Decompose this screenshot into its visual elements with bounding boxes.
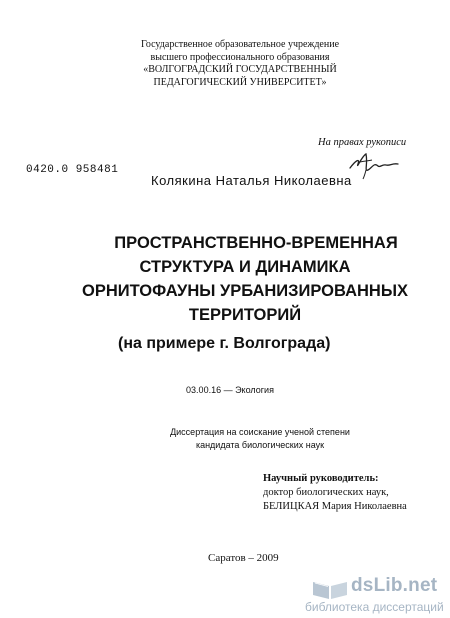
watermark-subtitle: библиотека диссертаций (305, 600, 444, 614)
dslib-watermark (303, 575, 448, 617)
library-stamp-number: 0420.0 958481 (26, 164, 119, 176)
degree-line: кандидата биологических наук (195, 440, 325, 450)
institution-line: «ВОЛГОГРАДСКИЙ ГОСУДАРСТВЕННЫЙ (143, 64, 337, 75)
specialty-code: 03.00.16 — Экология (186, 385, 274, 395)
dissertation-title (48, 231, 442, 327)
title-line: СТРУКТУРА И ДИНАМИКА (139, 258, 351, 276)
title-line: ТЕРРИТОРИЙ (188, 306, 302, 324)
title-line: ОРНИТОФАУНЫ УРБАНИЗИРОВАННЫХ (81, 282, 408, 300)
institution-line: высшего профессионального образования (150, 51, 330, 63)
institution-header (110, 39, 370, 89)
degree-line: Диссертация на соискание ученой степени (170, 427, 350, 437)
scientific-supervisor (263, 472, 407, 514)
title-line: ПРОСТРАНСТВЕННО-ВРЕМЕННАЯ (114, 234, 398, 252)
watermark-title: dsLib.net (351, 575, 438, 596)
city-year: Саратов – 2009 (208, 552, 279, 564)
book-logo-icon (311, 578, 349, 600)
dissertation-subtitle: (на примере г. Волгограда) (118, 335, 331, 352)
degree-statement (140, 426, 380, 452)
institution-line: Государственное образовательное учреждение (140, 39, 340, 50)
supervisor-name: БЕЛИЦКАЯ Мария Николаевна (263, 501, 407, 512)
author-name: Колякина Наталья Николаевна (151, 173, 352, 188)
supervisor-degree: доктор биологических наук, (263, 487, 389, 498)
supervisor-heading: Научный руководитель: (263, 473, 379, 484)
institution-line: ПЕДАГОГИЧЕСКИЙ УНИВЕРСИТЕТ» (153, 76, 327, 88)
manuscript-rights-note: На правах рукописи (318, 137, 407, 148)
handwritten-signature (346, 150, 404, 180)
